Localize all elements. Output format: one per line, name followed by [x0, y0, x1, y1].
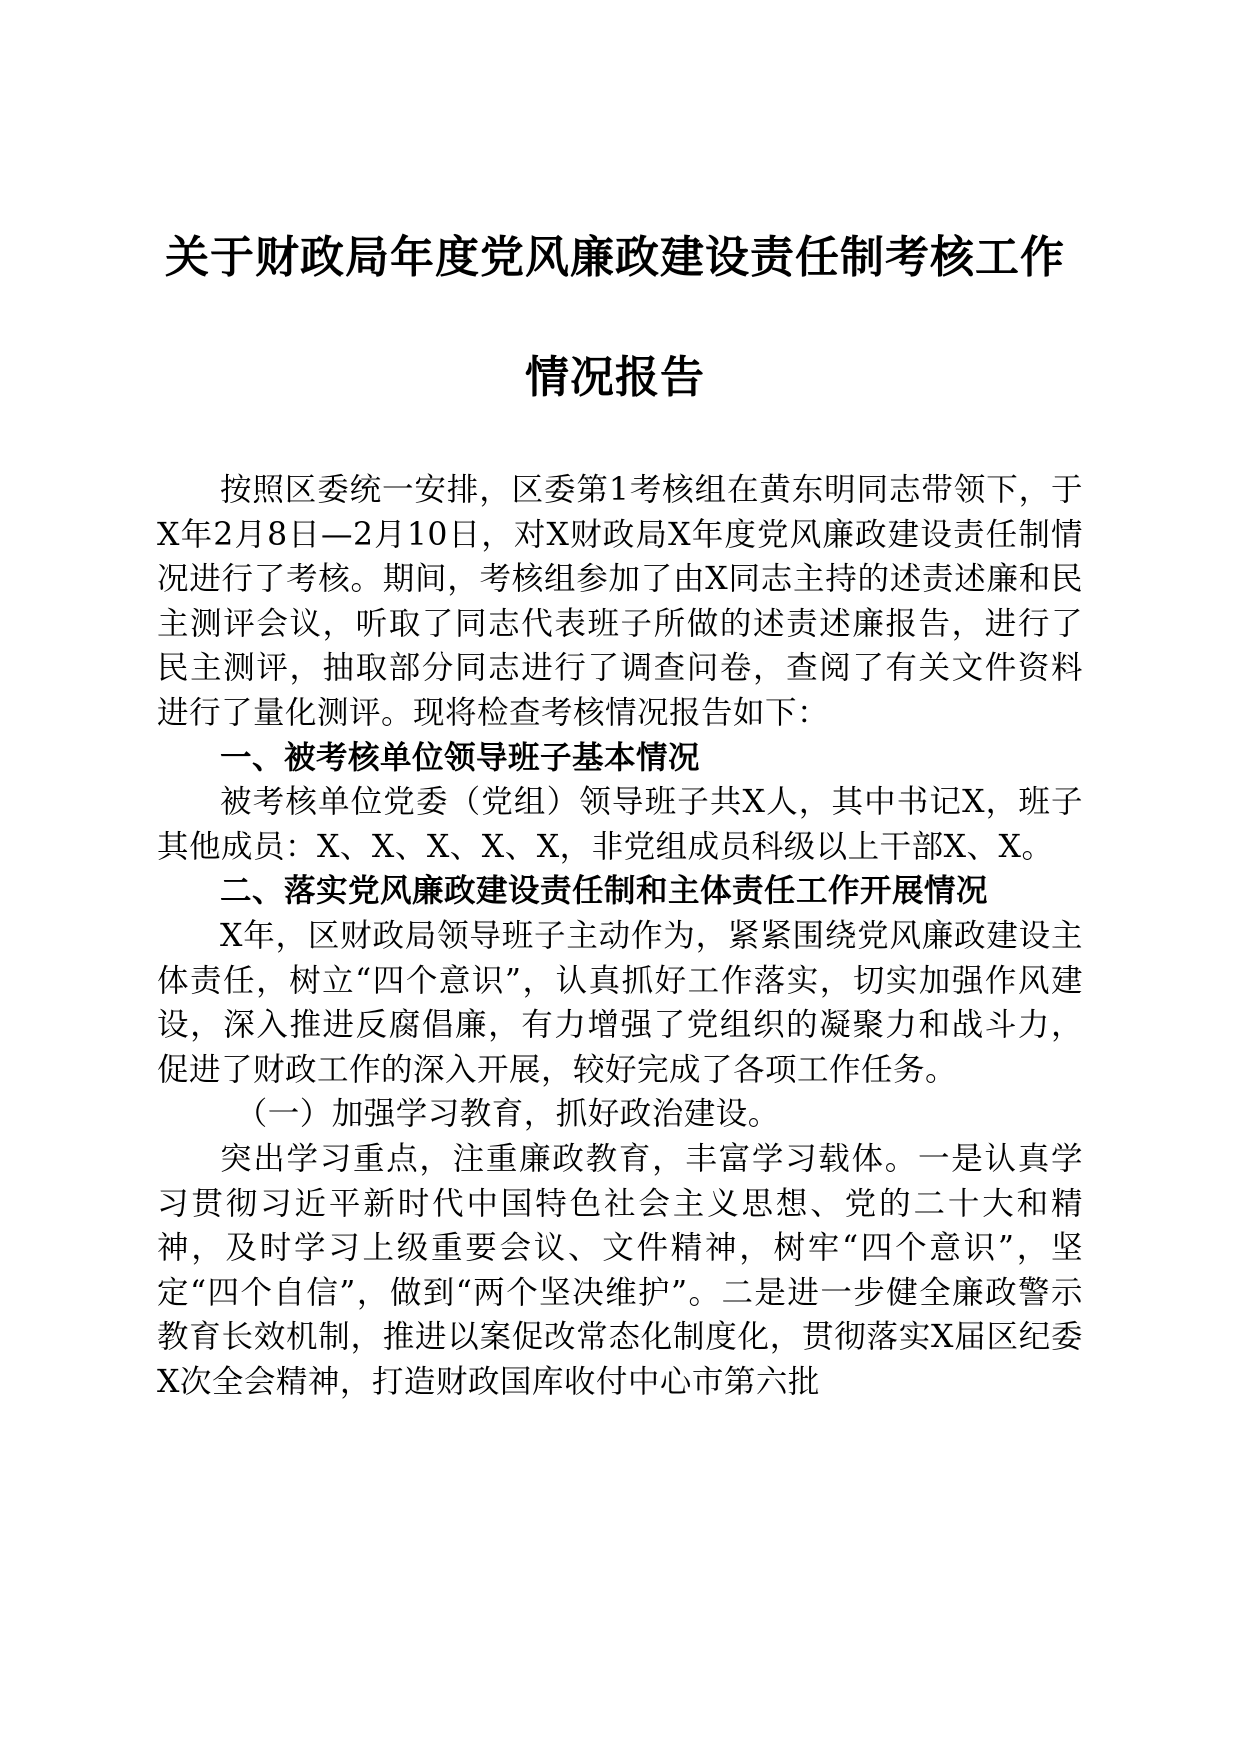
body-paragraph: 突出学习重点，注重廉政教育，丰富学习载体。一是认真学习贯彻习近平新时代中国特色社会主义思想、党的二十大和精神，及时学习上级重要会议、文件精神，树牢“四个意识”，坚定“四个自信”，做到“两个坚决维护”。二是进一步健全廉政警示教育长效机制，推进以案促改常态化制度化，贯彻落实X届区纪委X次全会精神，打造财政国库收付中心市第六批 [157, 1140, 1083, 1400]
intro-paragraph: 按照区委统一安排，区委第1考核组在黄东明同志带领下，于X年2月8日—2月10日，对X财政局X年度党风廉政建设责任制情况进行了考核。期间，考核组参加了由X同志主持的述责述廉和民主测评会议，听取了同志代表班子所做的述责述廉报告，进行了民主测评，抽取部分同志进行了调查问卷，查阅了有关文件资料进行了量化测评。现将检查考核情况报告如下： [157, 472, 1083, 731]
subsection-heading-1: （一）加强学习教育，抓好政治建设。 [235, 1096, 780, 1133]
section-heading-1: 一、被考核单位领导班子基本情况 [220, 739, 701, 776]
document-title-line-2: 情况报告 [525, 352, 705, 403]
section-heading-2: 二、落实党风廉政建设责任制和主体责任工作开展情况 [220, 873, 989, 910]
document-body [157, 468, 1083, 1404]
body-paragraph: 被考核单位党委（党组）领导班子共X人，其中书记X，班子其他成员：X、X、X、X、X，非党组成员科级以上干部X、X。 [157, 784, 1083, 865]
document-title-line-1: 关于财政局年度党风廉政建设责任制考核工作 [165, 232, 1065, 283]
body-paragraph: X年，区财政局领导班子主动作为，紧紧围绕党风廉政建设主体责任，树立“四个意识”，认真抓好工作落实，切实加强作风建设，深入推进反腐倡廉，有力增强了党组织的凝聚力和战斗力，促进了财政工作的深入开展，较好完成了各项工作任务。 [157, 917, 1083, 1088]
